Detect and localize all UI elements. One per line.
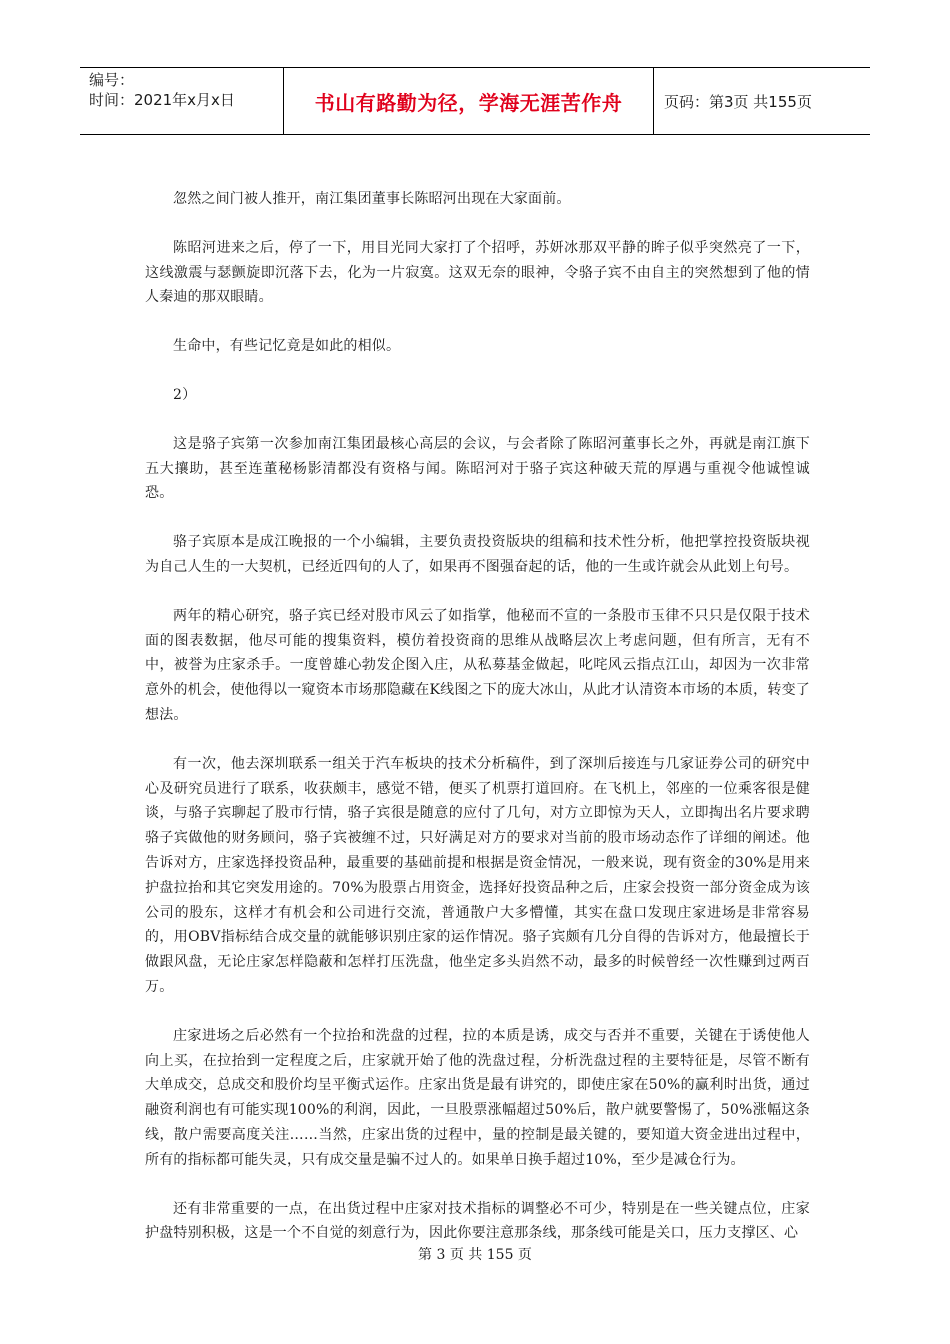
header-motto-cell	[283, 68, 654, 134]
paragraph: 两年的精心研究，骆子宾已经对股市风云了如指掌，他秘而不宣的一条股市玉律不只只是仅限于技术面的图表数据，他尽可能的搜集资料，模仿着投资商的思维从战略层次上考虑问题，但有所言，无有不中，被誉为庄家杀手。一度曾雄心勃发企图入庄，从私募基金做起，叱咤风云指点江山，却因为一次非常意外的机会，使他得以一窥资本市场那隐藏在K线图之下的庞大冰山，从此才认清资本市场的本质，转变了想法。	[145, 607, 810, 723]
header-page-cell	[654, 68, 870, 134]
paragraph: 骆子宾原本是成江晚报的一个小编辑，主要负责投资版块的组稿和技术性分析，他把掌控投资版块视为自己人生的一大契机，已经近四旬的人了，如果再不图强奋起的话，他的一生或许就会从此划上句号。	[145, 534, 810, 575]
footer-page-number: 第 3 页 共 155 页	[418, 1247, 532, 1263]
paragraph: 这是骆子宾第一次参加南江集团最核心高层的会议，与会者除了陈昭河董事长之外，再就是南江旗下五大攘助，甚至连董秘杨影清都没有资格与闻。陈昭河对于骆子宾这种破天荒的厚遇与重视令他诚惶诚恐。	[145, 435, 810, 502]
paragraph: 还有非常重要的一点，在出货过程中庄家对技术指标的调整必不可少，特别是在一些关键点位，庄家护盘特别积极，这是一个不自觉的刻意行为，因此你要注意那条线，那条线可能是关口，压力支撑区、心	[145, 1200, 810, 1242]
document-date-label: 时间：2021年x月x日	[89, 91, 235, 109]
paragraph: 忽然之间门被人推开，南江集团董事长陈昭河出现在大家面前。	[173, 191, 571, 207]
header-table	[80, 67, 870, 135]
paragraph: 有一次，他去深圳联系一组关于汽车板块的技术分析稿件，到了深圳后接连与几家证券公司的研究中心及研究员进行了联系，收获颇丰，感觉不错，便买了机票打道回府。在飞机上，邻座的一位乘客很是健谈，与骆子宾聊起了股市行情，骆子宾很是随意的应付了几句，对方立即惊为天人，立即掏出名片要求聘骆子宾做他的财务顾问，骆子宾被缠不过，只好满足对方的要求对当前的股市场动态作了详细的阐述。他告诉对方，庄家选择投资品种，最重要的基础前提和根据是资金情况，一般来说，现有资金的30%是用来护盘拉抬和其它突发用途的。70%为股票占用资金，选择好投资品种之后，庄家会投资一部分资金成为该公司的股东，这样才有机会和公司进行交流，普通散户大多懵懂，其实在盘口发现庄家进场是非常容易的，用OBV指标结合成交量的就能够识别庄家的运作情况。骆子宾颇有几分自得的告诉对方，他最擅长于做跟风盘，无论庄家怎样隐蔽和怎样打压洗盘，他坐定多头岿然不动，最多的时候曾经一次性赚到过两百万。	[145, 755, 810, 995]
header-motto: 书山有路勤为径，学海无涯苦作舟	[314, 90, 623, 115]
paragraph: 陈昭河进来之后，停了一下，用目光同大家打了个招呼，苏妍冰那双平静的眸子似乎突然亮了一下，这线激震与瑟颤旋即沉落下去，化为一片寂寞。这双无奈的眼神，令骆子宾不由自主的突然想到了他的情人秦迪的那双眼睛。	[145, 239, 810, 306]
document-number-label: 编号：	[89, 71, 135, 89]
page-footer	[0, 1244, 950, 1264]
header-page-info: 页码：第3页 共155页	[664, 92, 812, 111]
paragraph: 生命中，有些记忆竟是如此的相似。	[173, 338, 401, 355]
section-number: 2）	[173, 386, 197, 403]
paragraph: 庄家进场之后必然有一个拉抬和洗盘的过程，拉的本质是诱，成交与否并不重要，关键在于诱使他人向上买，在拉抬到一定程度之后，庄家就开始了他的洗盘过程，分析洗盘过程的主要特征是，尽管不断有大单成交，总成交和股价均呈平衡式运作。庄家出货是最有讲究的，即使庄家在50%的赢利时出货，通过融资利润也有可能实现100%的利润，因此，一旦股票涨幅超过50%后，散户就要警惕了，50%涨幅这条线，散户需要高度关注……当然，庄家出货的过程中，量的控制是最关键的，要知道大资金进出过程中，所有的指标都可能失灵，只有成交量是骗不过人的。如果单日换手超过10%，至少是减仓行为。	[145, 1027, 810, 1168]
header-meta-cell	[80, 68, 283, 134]
document-body	[145, 187, 810, 1270]
